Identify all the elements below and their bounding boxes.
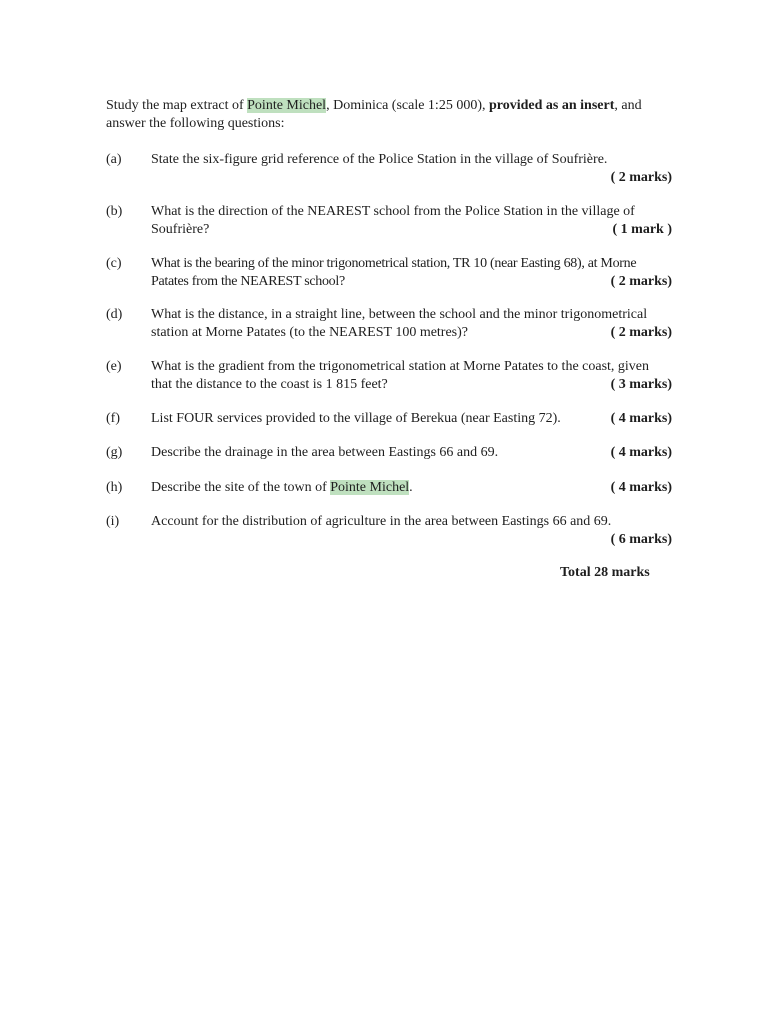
question-text: Account for the distribution of agriculture in the area between Eastings 66 and 69. [151, 514, 612, 529]
question-text [151, 479, 591, 497]
question-label: (c) [106, 256, 122, 271]
question-marks: ( 3 marks) [610, 377, 672, 392]
question-marks: ( 1 mark ) [612, 222, 672, 237]
question-label: (i) [106, 514, 120, 529]
question-label: (b) [106, 204, 123, 219]
instructions [106, 97, 672, 133]
question-text: What is the distance, in a straight line, between the school and the minor trigonometrical station at Morne Patates (to the NEAREST 100 metres)? [151, 307, 648, 340]
question-label: (h) [106, 480, 123, 495]
intro-text-3: , and answer the following questions: [106, 98, 642, 131]
intro-text-2: , Dominica (scale 1:25 000), [326, 98, 489, 113]
question-marks: ( 4 marks) [610, 445, 672, 460]
question-marks: ( 6 marks) [610, 532, 672, 547]
question-text: State the six-figure grid reference of the Police Station in the village of Soufrière. [151, 152, 608, 167]
intro-text-1: Study the map extract of [106, 98, 248, 113]
question-text: Describe the drainage in the area between Eastings 66 and 69. [151, 445, 499, 460]
question-label: (e) [106, 359, 122, 374]
question-text: What is the bearing of the minor trigonometrical station, TR 10 (near Easting 68), at Morne Patates from the NEAREST school? [151, 256, 637, 289]
intro-bold-text: provided as an insert [488, 98, 615, 113]
total-marks: Total 28 marks [560, 565, 650, 580]
question-text-post: . [409, 480, 413, 495]
question-text: What is the gradient from the trigonometrical station at Morne Patates to the coast, given that the distance to the coast is 1 815 feet? [151, 359, 650, 392]
question-marks: ( 4 marks) [610, 480, 672, 495]
question-marks: ( 4 marks) [610, 411, 672, 426]
highlighted-place-name: Pointe Michel [330, 480, 410, 495]
question-label: (d) [106, 307, 123, 322]
question-label: (f) [106, 411, 120, 426]
question-label: (a) [106, 152, 122, 167]
question-text: What is the direction of the NEAREST school from the Police Station in the village of Soufrière? [151, 204, 635, 237]
question-marks: ( 2 marks) [610, 170, 672, 185]
question-marks: ( 2 marks) [610, 325, 672, 340]
question-text: List FOUR services provided to the village of Berekua (near Easting 72). [151, 411, 561, 426]
question-label: (g) [106, 445, 123, 460]
question-marks: ( 2 marks) [610, 274, 672, 289]
question-text-pre: Describe the site of the town of [151, 480, 331, 495]
highlighted-place-name: Pointe Michel [247, 98, 327, 113]
